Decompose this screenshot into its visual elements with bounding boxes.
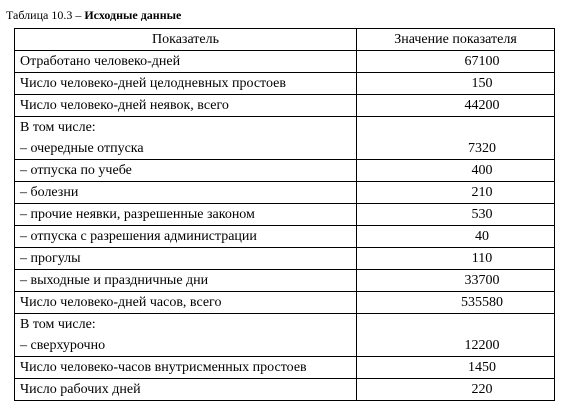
subrow-label: – отпуска по учебе xyxy=(15,160,357,182)
table-subrow xyxy=(15,248,555,270)
row-label: Число человеко-дней часов, всего xyxy=(15,292,357,314)
table-subrow xyxy=(15,160,555,182)
row-value: 1450 xyxy=(357,357,555,379)
row-value: 44200 xyxy=(357,95,555,117)
subrow-value: 210 xyxy=(357,182,555,204)
subrow-value: 110 xyxy=(357,248,555,270)
caption-title: Исходные данные xyxy=(84,8,182,22)
subrow-value: 530 xyxy=(357,204,555,226)
subrow-value: 7320 xyxy=(357,138,555,160)
row-label: Число рабочих дней xyxy=(15,379,357,401)
subrow-value: 33700 xyxy=(357,270,555,292)
table-row xyxy=(15,73,555,95)
subrow-value: 12200 xyxy=(357,335,555,357)
row-value: 220 xyxy=(357,379,555,401)
row-value: 535580 xyxy=(357,292,555,314)
subrow-value: 40 xyxy=(357,226,555,248)
table-subrow xyxy=(15,182,555,204)
row-label: Отработано человеко-дней xyxy=(15,51,357,73)
table-row xyxy=(15,357,555,379)
table-subrow xyxy=(15,204,555,226)
subrow-label: – очередные отпуска xyxy=(15,138,357,160)
row-label: Число человеко-дней неявок, всего xyxy=(15,95,357,117)
subrow-label: – отпуска с разрешения администрации xyxy=(15,226,357,248)
group-heading: В том числе: xyxy=(15,117,357,139)
table-subrow xyxy=(15,270,555,292)
header-value: Значение показателя xyxy=(357,29,555,51)
table-subrow xyxy=(15,335,555,357)
table-header-row xyxy=(15,29,555,51)
table-caption xyxy=(6,8,181,22)
row-value: 67100 xyxy=(357,51,555,73)
subrow-value: 400 xyxy=(357,160,555,182)
subrow-label: – болезни xyxy=(15,182,357,204)
subrow-label: – прогулы xyxy=(15,248,357,270)
group-heading-value xyxy=(357,117,555,139)
caption-prefix: Таблица 10.3 – xyxy=(6,8,85,22)
table-row xyxy=(15,379,555,401)
subrow-label: – выходные и праздничные дни xyxy=(15,270,357,292)
table-row xyxy=(15,95,555,117)
group-heading: В том числе: xyxy=(15,314,357,336)
header-indicator: Показатель xyxy=(15,29,357,51)
table-row-group-heading xyxy=(15,117,555,139)
source-data-table xyxy=(14,28,555,401)
subrow-label: – прочие неявки, разрешенные законом xyxy=(15,204,357,226)
row-value: 150 xyxy=(357,73,555,95)
table-subrow xyxy=(15,138,555,160)
row-label: Число человеко-часов внутрисменных простоев xyxy=(15,357,357,379)
table-row-group-heading xyxy=(15,314,555,336)
subrow-label: – сверхурочно xyxy=(15,335,357,357)
row-label: Число человеко-дней целодневных простоев xyxy=(15,73,357,95)
group-heading-value xyxy=(357,314,555,336)
table-row xyxy=(15,51,555,73)
table-row xyxy=(15,292,555,314)
table-subrow xyxy=(15,226,555,248)
